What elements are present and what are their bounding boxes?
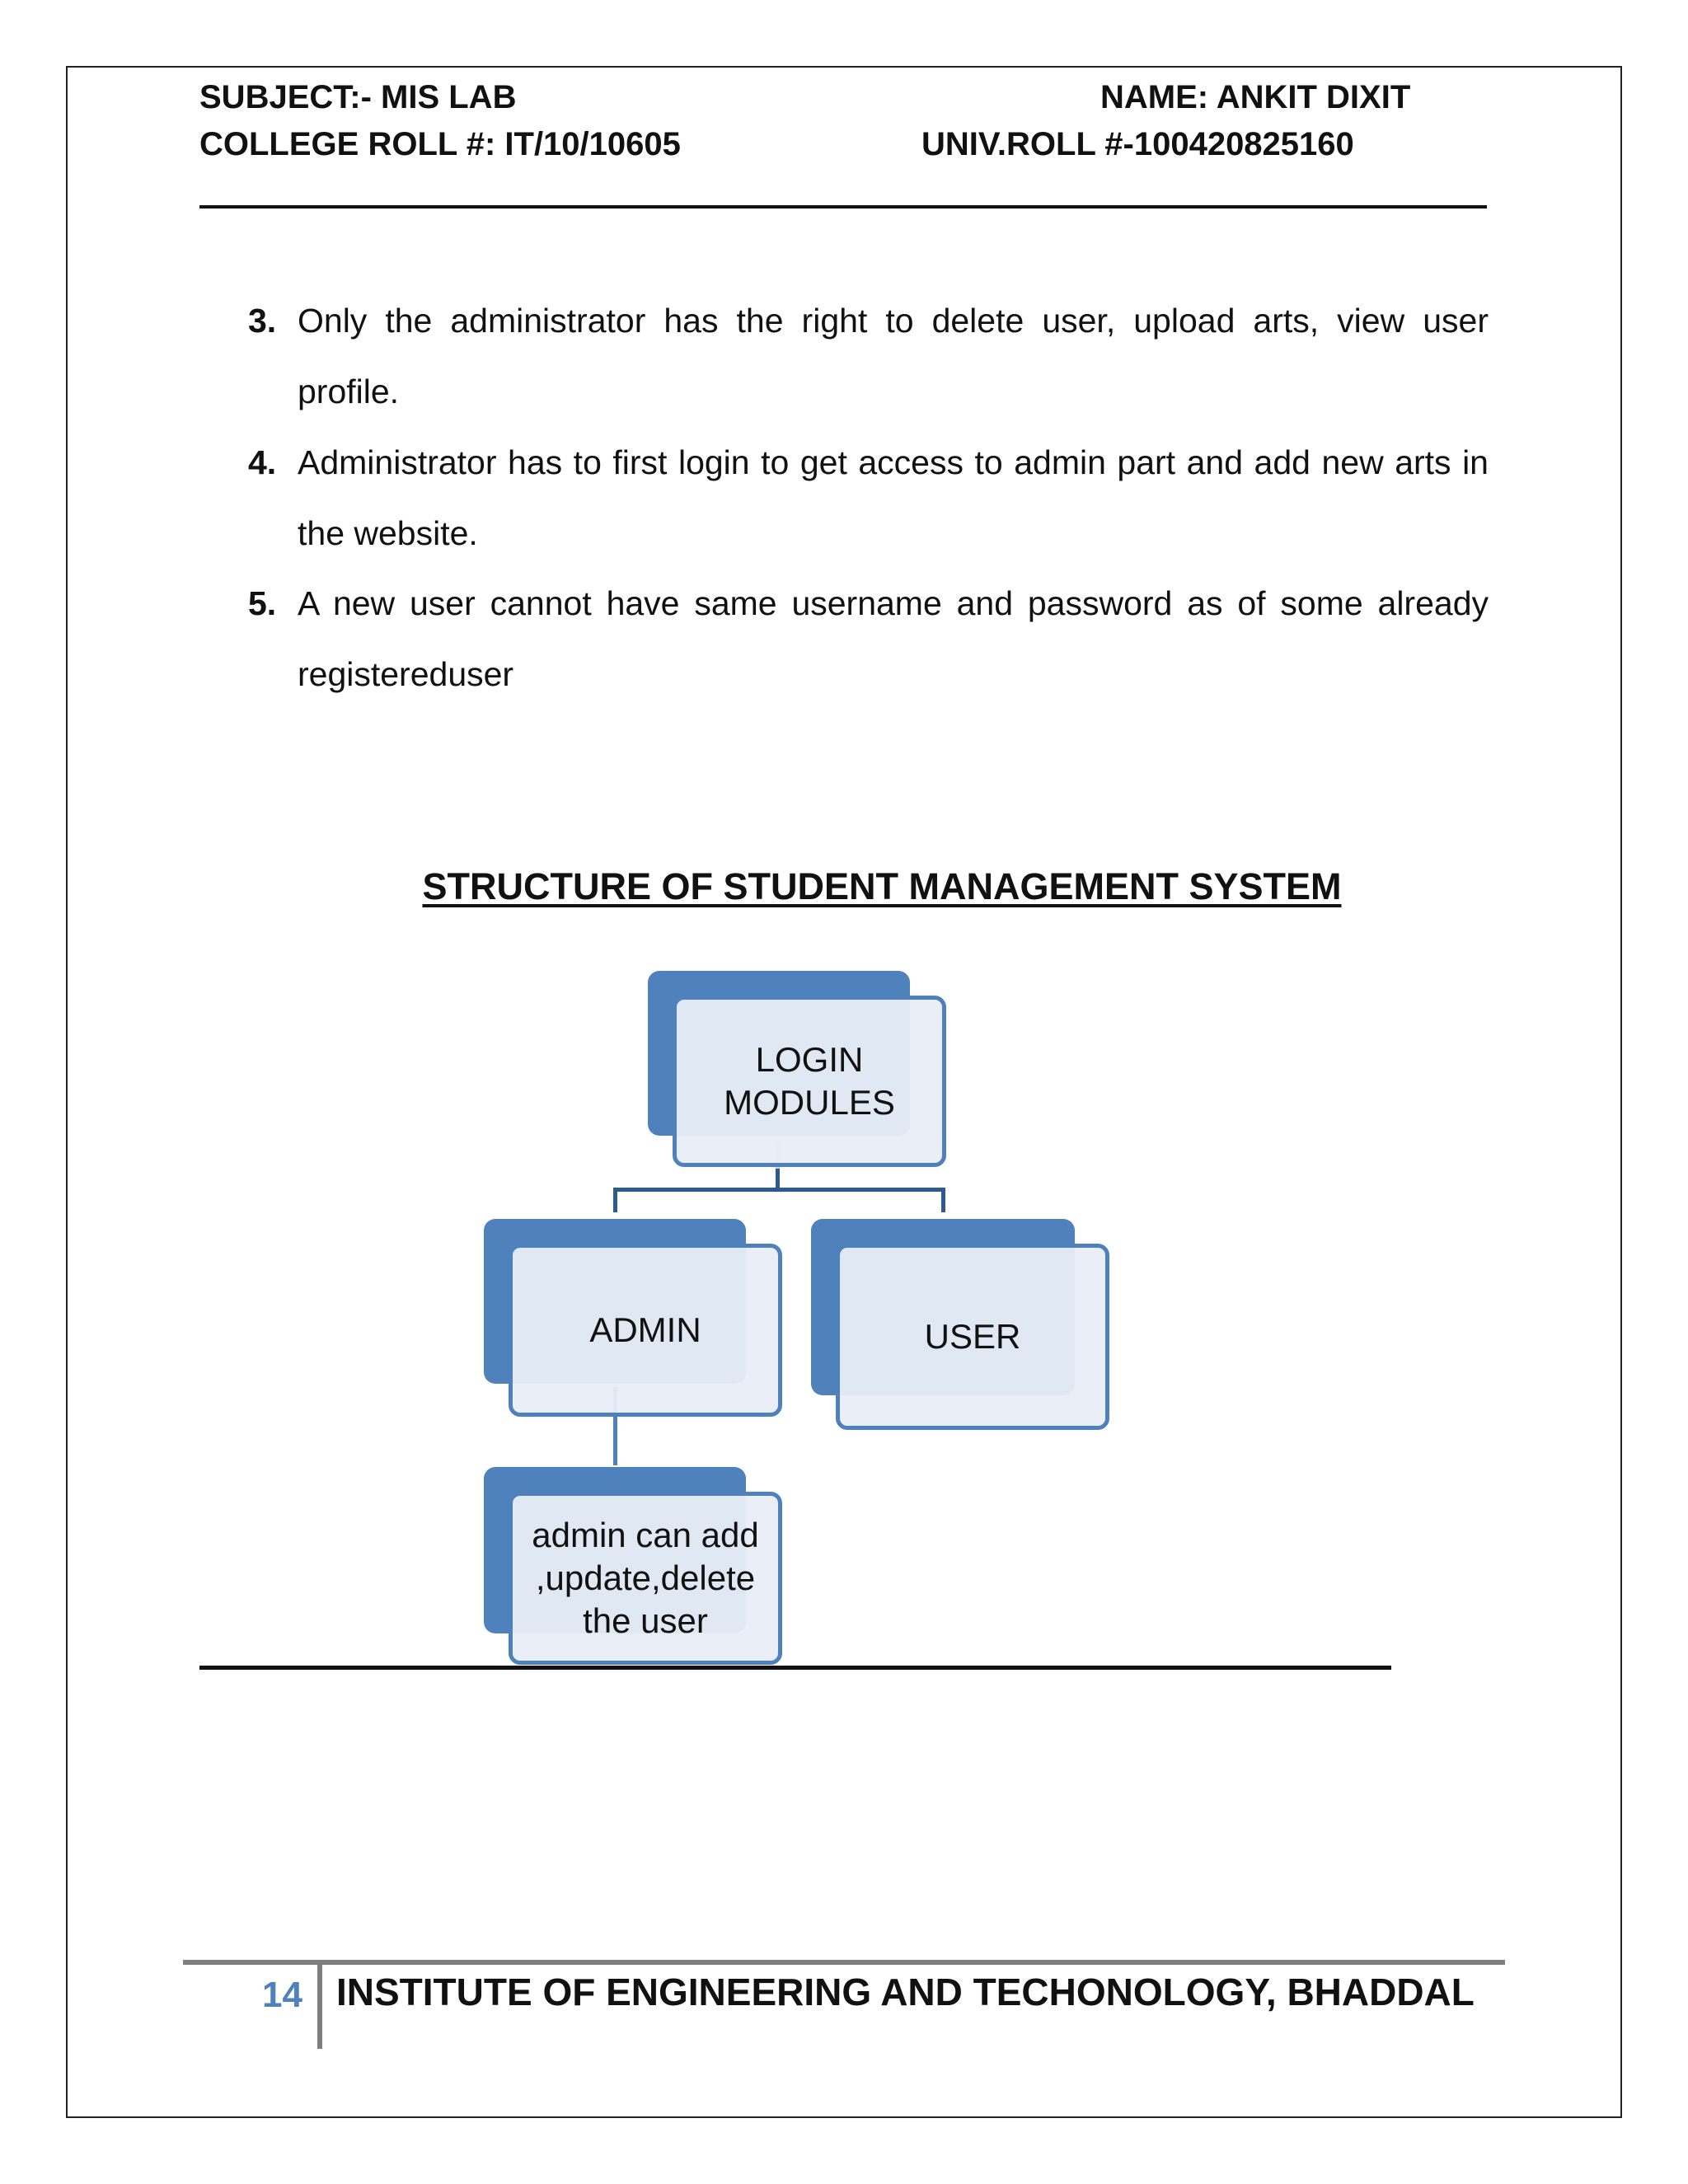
list-text: Administrator has to first login to get access to admin part and add new arts in the website. [298,443,1489,552]
list-number: 5. [248,584,277,622]
login-modules-label: LOGIN MODULES [724,1040,895,1122]
header-divider [199,205,1487,209]
list-number: 3. [248,302,277,340]
institute-name: INSTITUTE OF ENGINEERING AND TECHONOLOGY, BHADDAL [336,1971,1475,2013]
user-node [836,1244,1109,1430]
admin-node [509,1244,782,1417]
admin-detail-node [509,1492,782,1665]
list-text: A new user cannot have same username and password as of some already registereduser [298,584,1489,693]
univ-roll: UNIV.ROLL #-100420825160 [921,126,1354,162]
admin-detail-label: admin can add ,update,delete the user [532,1516,759,1640]
college-roll: COLLEGE ROLL #: IT/10/10605 [199,126,681,162]
diagram-title: STRUCTURE OF STUDENT MANAGEMENT SYSTEM [422,865,1342,907]
list-item-4 [248,427,1489,569]
list-number: 4. [248,443,277,481]
horizontal-connector [613,1188,945,1192]
user-up-connector [941,1188,945,1212]
section-divider [199,1666,1391,1670]
login-modules-node [673,996,946,1167]
list-item-3 [248,285,1489,427]
list-item-5 [248,568,1489,710]
footer-separator [317,1965,322,2049]
admin-label: ADMIN [589,1310,701,1349]
admin-up-connector [613,1188,617,1212]
student-name: NAME: ANKIT DIXIT [1100,79,1411,115]
subject-label: SUBJECT:- MIS LAB [199,79,517,115]
user-label: USER [924,1317,1021,1356]
page-number: 14 [262,1975,302,2015]
footer-rule [183,1960,1505,1965]
list-text: Only the administrator has the right to delete user, upload arts, view user profile. [298,302,1489,410]
